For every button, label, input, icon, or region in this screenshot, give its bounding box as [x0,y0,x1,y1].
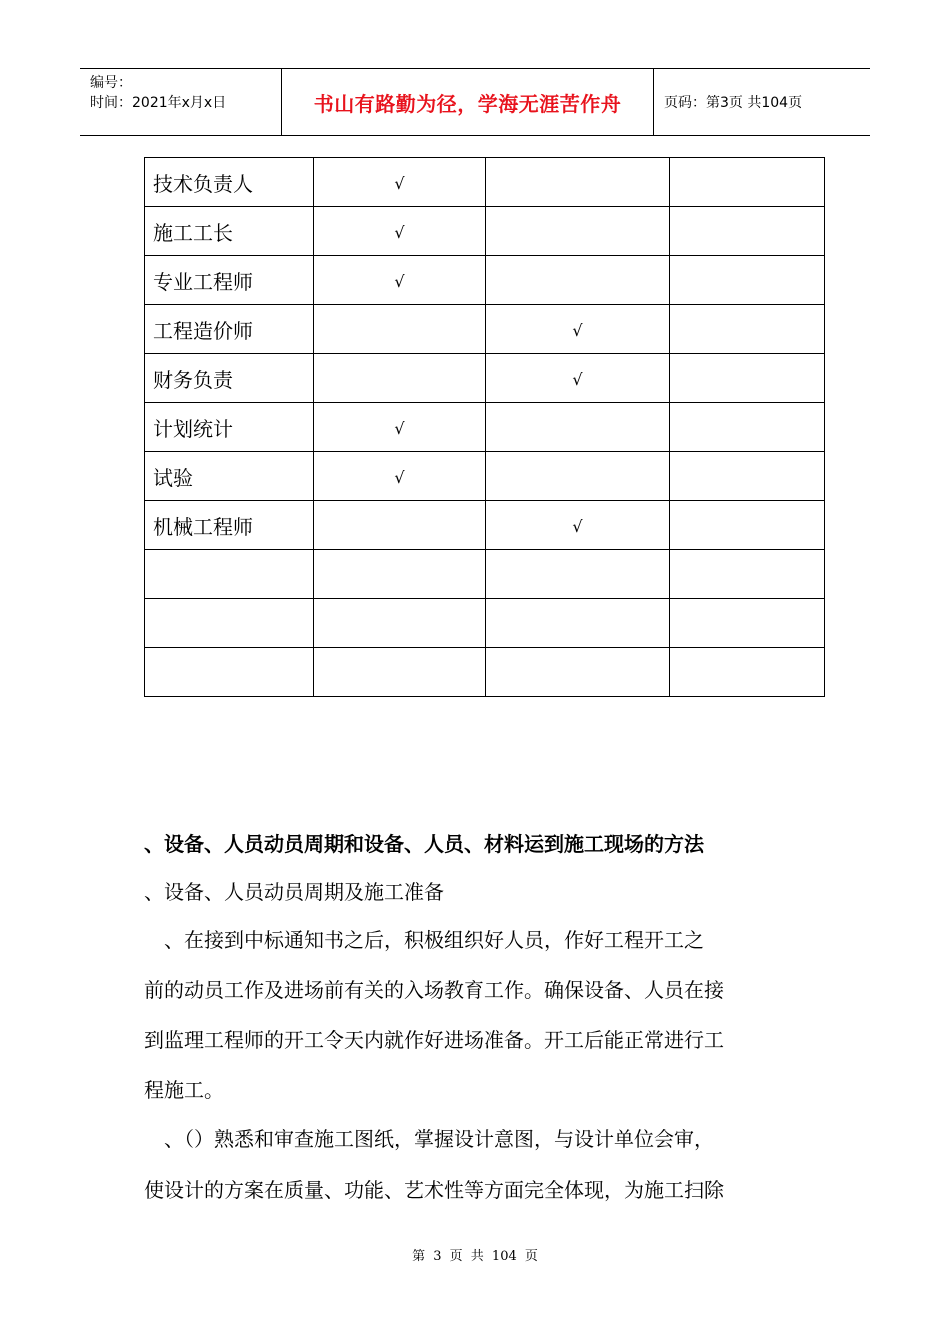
checkmark: √ [572,517,583,536]
paragraph-line: 程施工。 [144,1078,224,1102]
table-row [145,403,825,452]
check-cell [670,501,825,550]
check-cell [486,452,670,501]
role-cell [145,403,314,452]
checkmark: √ [394,223,405,242]
check-cell [486,403,670,452]
table-row [145,207,825,256]
check-cell [314,403,486,452]
check-cell [314,452,486,501]
role-cell [145,354,314,403]
role-cell [145,305,314,354]
role-cell [145,452,314,501]
role-label: 试验 [153,465,193,490]
role-label: 专业工程师 [153,269,253,294]
check-cell [670,403,825,452]
check-cell [486,648,670,697]
check-cell [486,599,670,648]
section-heading: 、设备、人员动员周期和设备、人员、材料运到施工现场的方法 [144,832,704,856]
checkmark: √ [572,321,583,340]
header-meta [80,69,282,135]
check-cell [314,158,486,207]
table-row [145,354,825,403]
checkmark: √ [572,370,583,389]
page-footer: 第 3 页 共 104 页 [412,1249,538,1264]
table-row [145,305,825,354]
role-label: 计划统计 [153,416,233,441]
role-cell [145,158,314,207]
check-cell [670,550,825,599]
paragraph-line: 前的动员工作及进场前有关的入场教育工作。确保设备、人员在接 [144,978,724,1002]
section-subheading: 、设备、人员动员周期及施工准备 [144,880,444,904]
role-cell [145,599,314,648]
check-cell [486,158,670,207]
check-cell [670,452,825,501]
check-cell [314,256,486,305]
table-row [145,599,825,648]
check-cell [486,305,670,354]
check-cell [314,354,486,403]
header-page-info: 页码：第3页 共104页 [664,95,803,111]
role-label: 技术负责人 [153,171,253,196]
check-cell [486,354,670,403]
table-row [145,256,825,305]
role-label: 机械工程师 [153,514,253,539]
check-cell [670,354,825,403]
check-cell [486,256,670,305]
check-cell [670,305,825,354]
table-row [145,648,825,697]
paragraph-line: 、在接到中标通知书之后，积极组织好人员，作好工程开工之 [144,928,704,952]
check-cell [314,550,486,599]
table-row [145,550,825,599]
paragraph-line: 到监理工程师的开工令天内就作好进场准备。开工后能正常进行工 [144,1028,724,1052]
check-cell [670,599,825,648]
checkmark: √ [394,419,405,438]
checkmark: √ [394,468,405,487]
check-cell [314,648,486,697]
role-cell [145,648,314,697]
checkmark: √ [394,174,405,193]
check-cell [314,501,486,550]
paragraph-line: 使设计的方案在质量、功能、艺术性等方面完全体现，为施工扫除 [144,1178,724,1202]
check-cell [486,501,670,550]
check-cell [670,207,825,256]
table-row [145,501,825,550]
checkmark: √ [394,272,405,291]
table-row [145,158,825,207]
check-cell [314,599,486,648]
role-cell [145,207,314,256]
check-cell [486,550,670,599]
table-row [145,452,825,501]
header-motto: 书山有路勤为径，学海无涯苦作舟 [282,69,654,135]
check-cell [314,207,486,256]
check-cell [670,256,825,305]
role-cell [145,550,314,599]
check-cell [486,207,670,256]
check-cell [670,158,825,207]
role-label: 财务负责 [153,367,233,392]
role-cell [145,256,314,305]
role-label: 施工工长 [153,220,233,245]
check-cell [314,305,486,354]
time-label: 时间：2021年x月x日 [90,95,227,111]
paragraph-line: 、（）熟悉和审查施工图纸，掌握设计意图，与设计单位会审， [144,1127,714,1151]
page-header [80,68,870,136]
role-cell [145,501,314,550]
personnel-table [144,157,825,697]
number-label: 编号： [90,75,132,91]
check-cell [670,648,825,697]
role-label: 工程造价师 [153,318,253,343]
